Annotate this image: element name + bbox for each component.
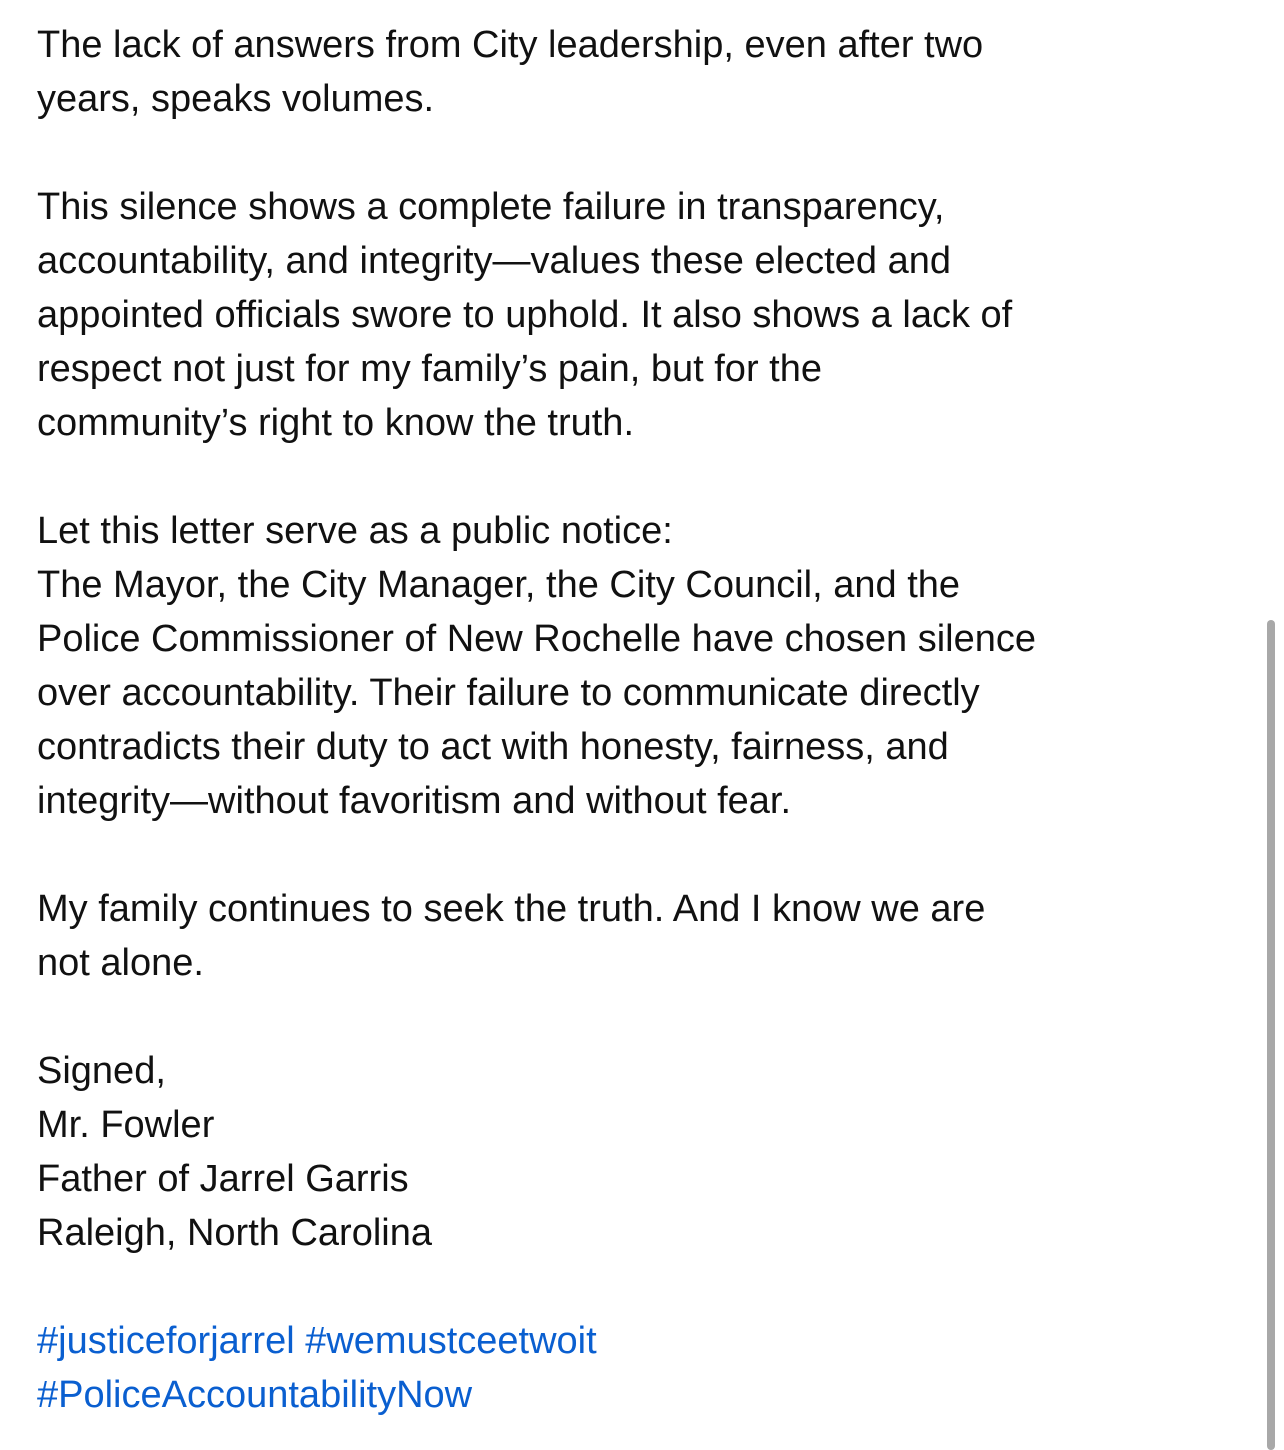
- text-line: accountability, and integrity—values these elected and: [37, 240, 951, 282]
- text-line: over accountability. Their failure to communicate directly: [37, 672, 980, 714]
- text-line: The lack of answers from City leadership, even after two: [37, 24, 984, 66]
- signature-block: [37, 1044, 1036, 1260]
- text-line: respect not just for my family’s pain, but for the: [37, 348, 822, 390]
- text-line: years, speaks volumes.: [37, 78, 435, 120]
- signer-name: Mr. Fowler: [37, 1104, 215, 1146]
- text-line: Let this letter serve as a public notice:: [37, 510, 673, 552]
- hashtag-link[interactable]: #justiceforjarrel: [37, 1320, 295, 1362]
- post-body: [37, 18, 1036, 1422]
- paragraph-intro: [37, 18, 1036, 126]
- hashtags: [37, 1314, 1036, 1422]
- text-line: Police Commissioner of New Rochelle have chosen silence: [37, 618, 1037, 660]
- text-line: not alone.: [37, 942, 204, 984]
- text-line: integrity—without favoritism and without fear.: [37, 780, 792, 822]
- paragraph-closing: [37, 882, 1036, 990]
- text-line: This silence shows a complete failure in transparency,: [37, 186, 945, 228]
- hashtag-link[interactable]: #wemustceetwoit: [305, 1320, 597, 1362]
- signer-relation: Father of Jarrel Garris: [37, 1158, 409, 1200]
- signer-location: Raleigh, North Carolina: [37, 1212, 432, 1254]
- paragraph-public-notice: [37, 504, 1036, 828]
- text-line: contradicts their duty to act with honesty, fairness, and: [37, 726, 949, 768]
- text-line: community’s right to know the truth.: [37, 402, 634, 444]
- text-line: My family continues to seek the truth. And I know we are: [37, 888, 986, 930]
- text-line: Signed,: [37, 1050, 166, 1092]
- hashtag-link[interactable]: #PoliceAccountabilityNow: [37, 1374, 473, 1416]
- scrollbar[interactable]: [1267, 620, 1275, 1450]
- paragraph-silence: [37, 180, 1036, 450]
- text-line: The Mayor, the City Manager, the City Council, and the: [37, 564, 961, 606]
- text-line: appointed officials swore to uphold. It also shows a lack of: [37, 294, 1013, 336]
